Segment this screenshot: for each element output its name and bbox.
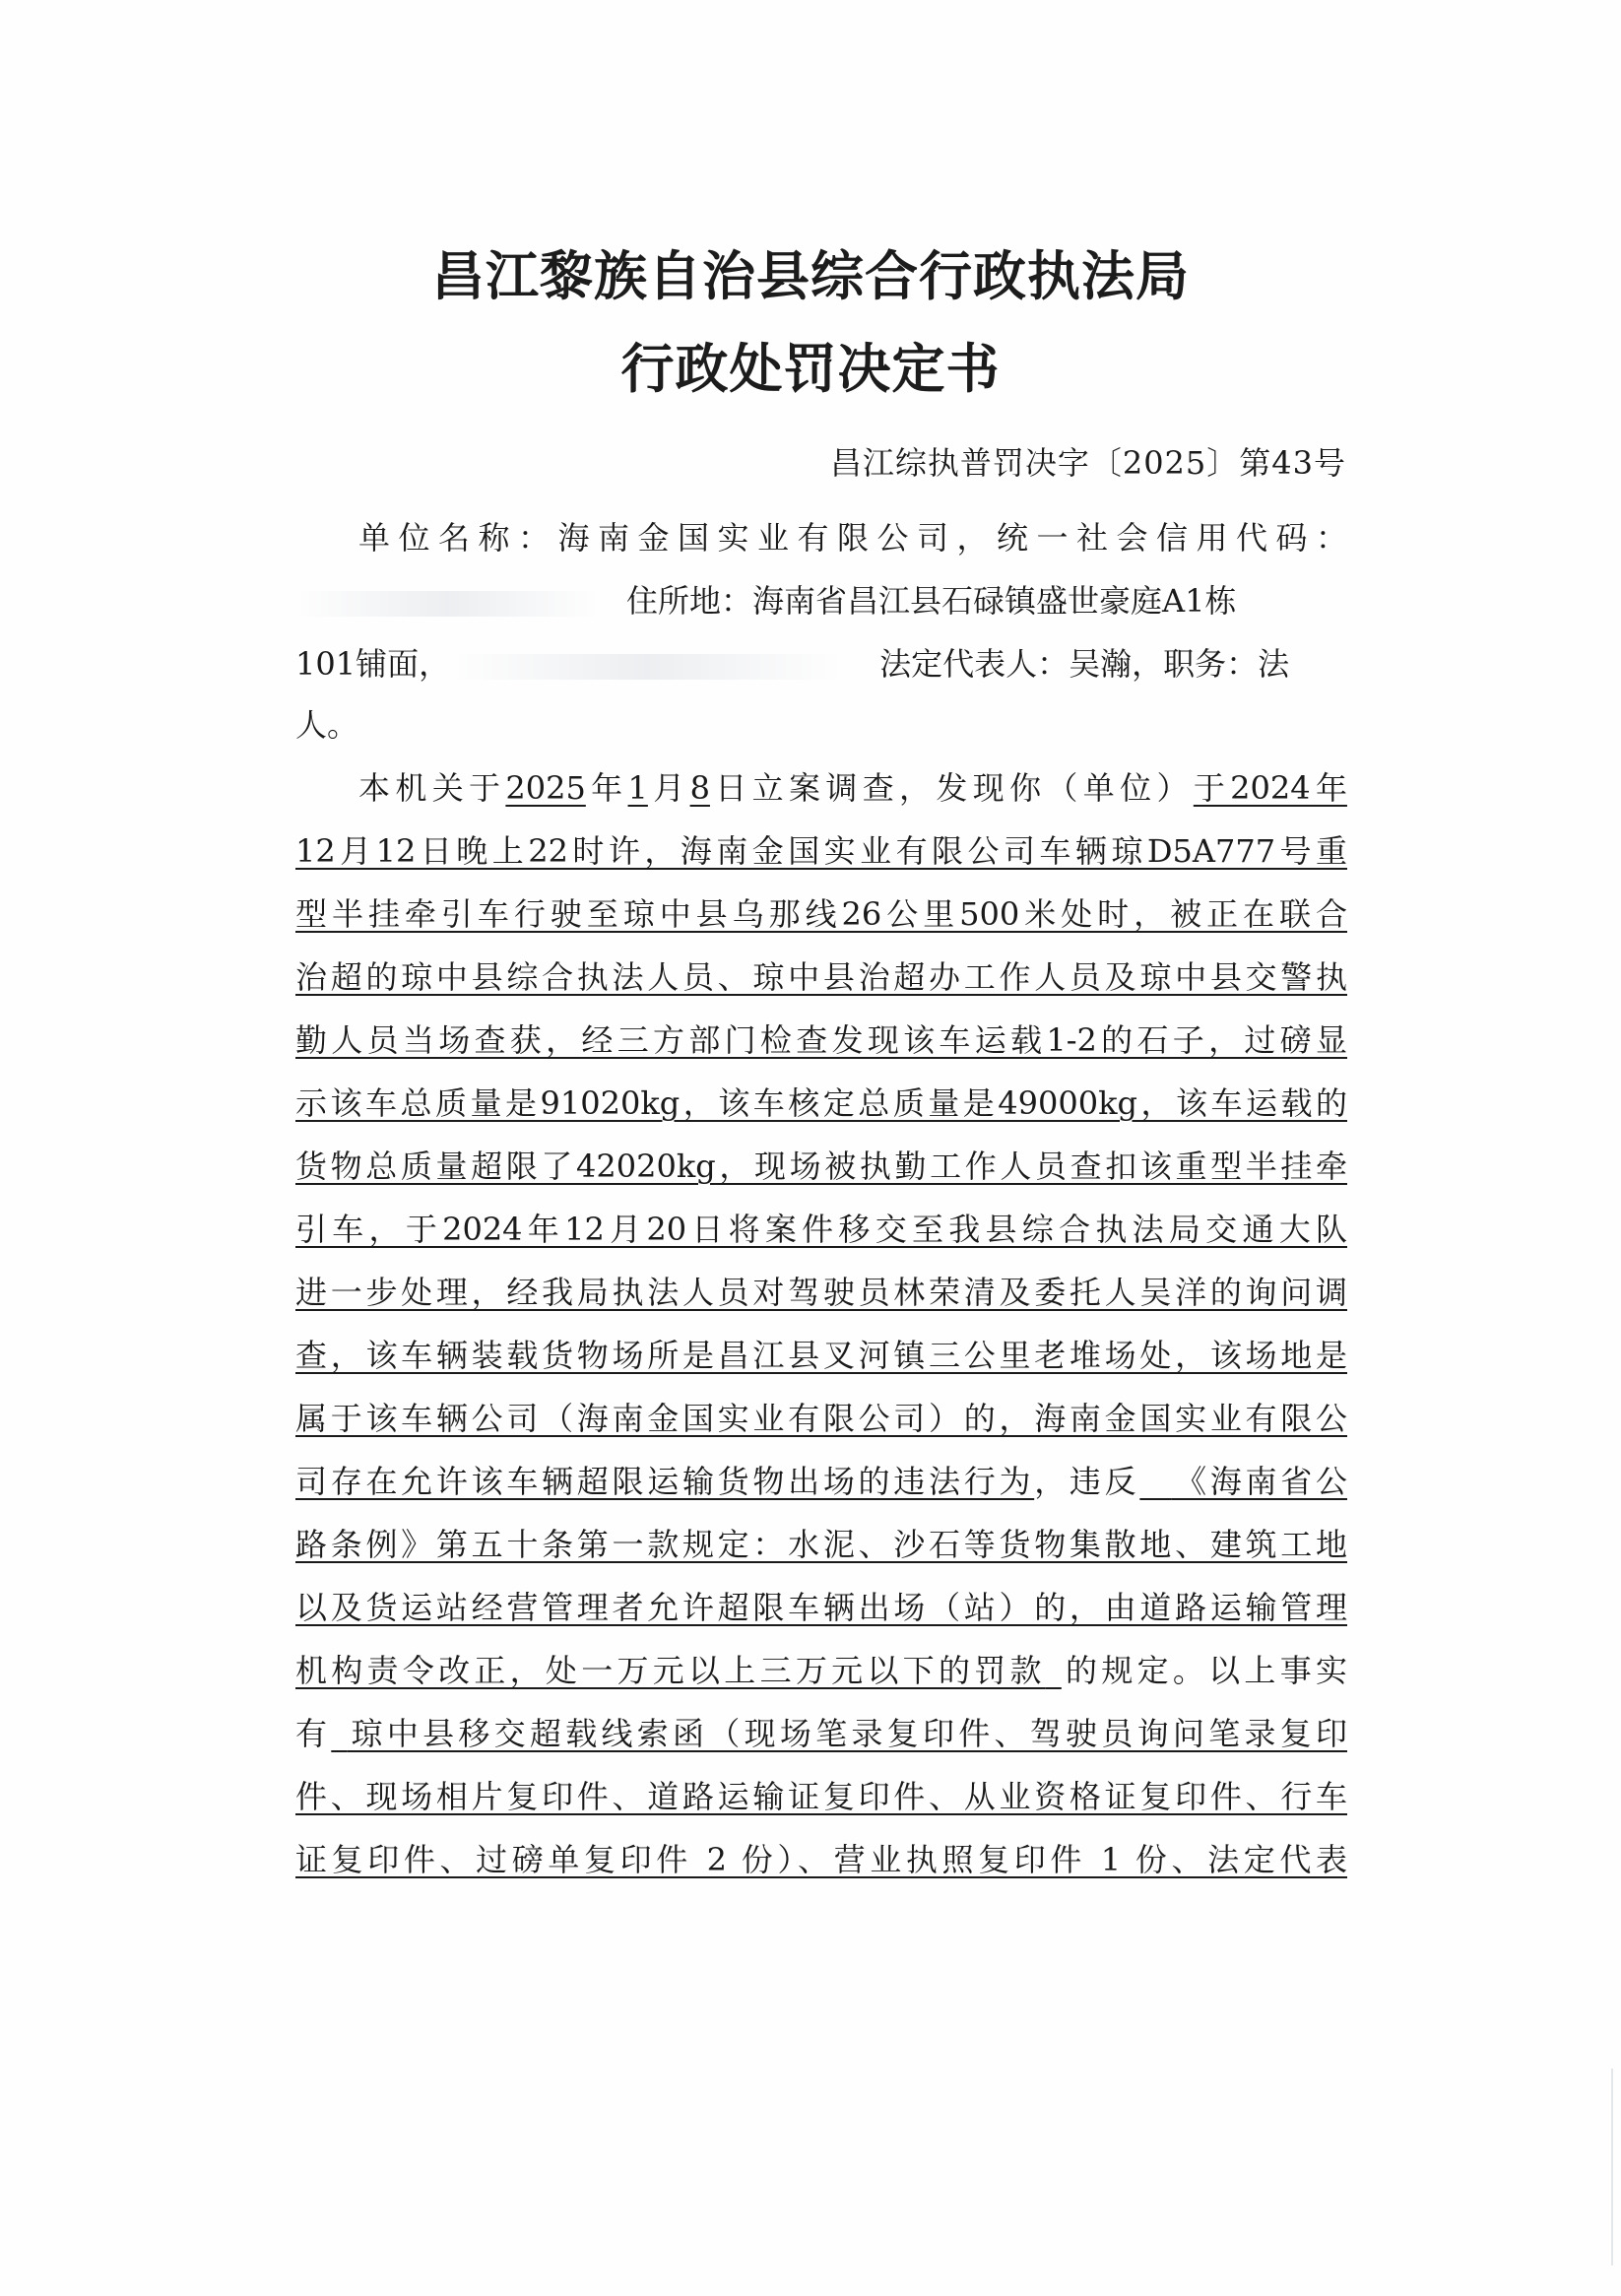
body-line-13: 路条例》第五十条第一款规定：水泥、沙石等货物集散地、建筑工地 xyxy=(295,1526,1347,1563)
legal-representative: 法定代表人：吴瀚，职务：法 xyxy=(879,645,1290,683)
filing-month: 1 xyxy=(627,769,648,807)
party-line-4 xyxy=(295,705,1347,745)
text: ，违反 xyxy=(1034,1463,1140,1500)
scan-edge-line xyxy=(1611,2068,1613,2265)
body-line-8: 引车，于2024年12月20日将案件移交至我县综合执法局交通大队 xyxy=(295,1211,1347,1248)
party-line-3 xyxy=(295,644,1347,684)
body-line-17: 件、现场相片复印件、道路运输证复印件、从业资格证复印件、行车 xyxy=(295,1778,1347,1815)
text: 月 xyxy=(647,769,690,807)
violation-date-start: 于2024年 xyxy=(1193,769,1347,807)
redacted-credit-code xyxy=(295,591,601,617)
text: 琼中县移交超载线索函（现场笔录复印件、驾驶员询问笔录复印 xyxy=(347,1715,1347,1752)
body-line-2: 12月12日晚上22时许，海南金国实业有限公司车辆琼D5A777号重 xyxy=(295,832,1347,870)
document-number: 昌江综执普罚决字〔2025〕第43号 xyxy=(829,444,1346,482)
body-line-10: 查，该车辆装载货物场所是昌江县叉河镇三公里老堆场处，该场地是 xyxy=(295,1337,1347,1374)
text: 机构责令改正，处一万元以上三万元以下的罚款 xyxy=(295,1652,1046,1689)
body-line-11: 属于该车辆公司（海南金国实业有限公司）的，海南金国实业有限公 xyxy=(295,1400,1347,1437)
violation-description: 司存在允许该车辆超限运输货物出场的违法行为 xyxy=(295,1463,1035,1500)
body-line-1 xyxy=(295,768,1347,808)
body-line-16 xyxy=(295,1714,1347,1753)
party-address-suffix: 101铺面， xyxy=(295,645,451,683)
body-line-12 xyxy=(295,1462,1347,1501)
text: 日立案调查，发现你（单位） xyxy=(709,769,1194,807)
party-line-2 xyxy=(295,581,1347,621)
party-address: 住所地：海南省昌江县石碌镇盛世豪庭A1栋 xyxy=(626,582,1237,620)
body-line-4: 治超的琼中县综合执法人员、琼中县治超办工作人员及琼中县交警执 xyxy=(295,958,1347,996)
text: 有 xyxy=(295,1715,332,1752)
penalty-provision xyxy=(295,1652,1062,1689)
body-line-3: 型半挂牵引车行驶至琼中县乌那线26公里500米处时，被正在联合 xyxy=(295,895,1347,933)
body-line-9: 进一步处理，经我局执法人员对驾驶员林荣清及委托人吴洋的询问调 xyxy=(295,1274,1347,1311)
text: 本机关于 xyxy=(358,769,506,807)
party-position-end: 人。 xyxy=(295,706,359,744)
party-line-1 xyxy=(295,518,1347,558)
document-title-type: 行政处罚决定书 xyxy=(620,337,1001,400)
party-name-and-credit-code-label: 单位名称：海南金国实业有限公司，统一社会信用代码： xyxy=(358,519,1347,557)
body-line-15 xyxy=(295,1651,1347,1690)
evidence-list-start xyxy=(331,1715,1347,1752)
statute-title: 《海南省公 xyxy=(1171,1463,1347,1500)
text: 的规定。以上事实 xyxy=(1061,1652,1347,1689)
filing-day: 8 xyxy=(689,769,710,807)
document-title-agency: 昌江黎族自治县综合行政执法局 xyxy=(431,244,1190,307)
text: 年 xyxy=(585,769,628,807)
body-line-5: 勤人员当场查获，经三方部门检查发现该车运载1-2的石子，过磅显 xyxy=(295,1021,1347,1059)
redacted-contact xyxy=(450,654,844,680)
body-line-6: 示该车总质量是91020kg，该车核定总质量是49000kg，该车运载的 xyxy=(295,1084,1347,1122)
body-line-18: 证复印件、过磅单复印件 2 份）、营业执照复印件 1 份、法定代表 xyxy=(295,1841,1347,1878)
filing-year: 2025 xyxy=(505,769,586,807)
statute-reference-start xyxy=(1139,1463,1347,1500)
body-line-14: 以及货运站经营管理者允许超限车辆出场（站）的，由道路运输管理 xyxy=(295,1589,1347,1626)
body-line-7: 货物总质量超限了42020kg，现场被执勤工作人员查扣该重型半挂牵 xyxy=(295,1148,1347,1185)
